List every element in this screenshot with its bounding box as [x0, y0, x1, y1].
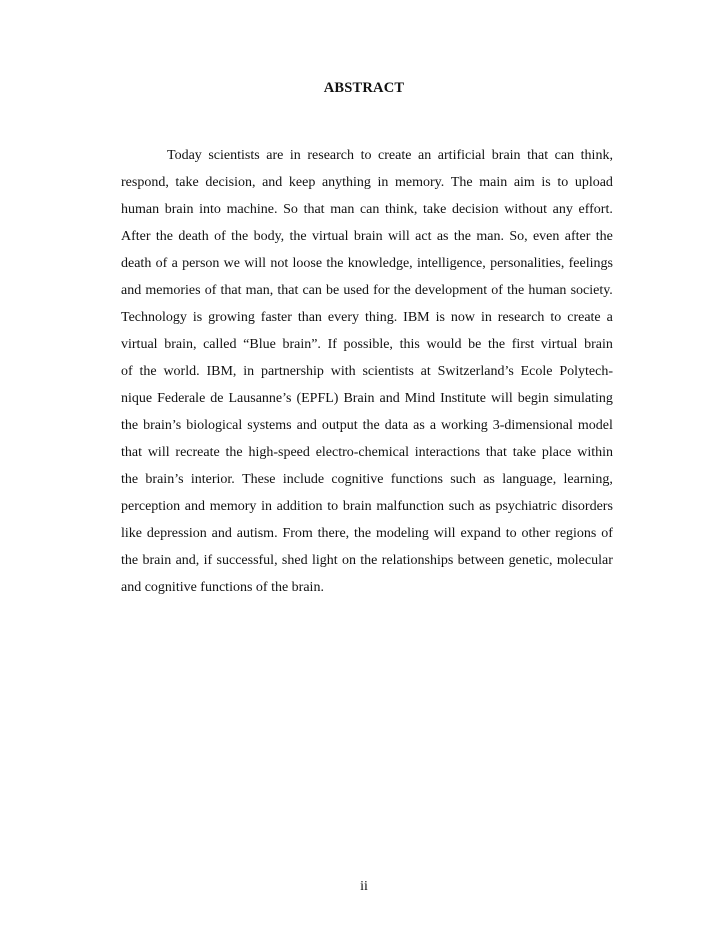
word: in	[377, 175, 389, 190]
word: first	[511, 337, 535, 352]
word: brain	[142, 553, 172, 568]
word: Lausanne’s	[228, 391, 292, 406]
word: will	[433, 526, 456, 541]
word: on	[341, 553, 356, 568]
word: body,	[253, 229, 285, 244]
word: not	[270, 256, 289, 271]
word: brain’s	[143, 418, 182, 433]
word: the	[453, 229, 471, 244]
word: as	[413, 418, 425, 433]
word: and	[296, 418, 317, 433]
word: other	[521, 526, 551, 541]
text-line	[121, 254, 613, 281]
word: of	[601, 526, 613, 541]
text-line	[121, 362, 613, 389]
word: society.	[570, 283, 613, 298]
word: that	[485, 445, 507, 460]
word: virtual	[121, 337, 158, 352]
word: every	[327, 310, 359, 325]
word: main	[479, 175, 508, 190]
word: a	[606, 310, 613, 325]
word: now	[450, 310, 475, 325]
word: to	[327, 499, 339, 514]
word: human	[121, 202, 160, 217]
word: possible,	[343, 337, 393, 352]
word: is	[192, 310, 203, 325]
word: any	[552, 202, 573, 217]
word: light	[311, 553, 338, 568]
word: thing.	[364, 310, 398, 325]
text-line	[121, 227, 613, 254]
word: a	[429, 418, 437, 433]
word: learning,	[563, 472, 613, 487]
word: for	[373, 283, 390, 298]
word: of	[155, 256, 168, 271]
word: in	[480, 310, 492, 325]
word: after	[564, 229, 591, 244]
word: loose	[292, 256, 323, 271]
word: anything	[321, 175, 371, 190]
word: the	[595, 229, 613, 244]
word: to	[505, 526, 517, 541]
word: the	[231, 229, 249, 244]
word: to	[360, 148, 372, 163]
word: Technology	[121, 310, 187, 325]
word: recreate	[175, 445, 220, 460]
word: If	[327, 337, 337, 352]
word: partnership	[260, 364, 324, 379]
text-line	[121, 200, 613, 227]
word: person	[182, 256, 220, 271]
word: death	[121, 256, 152, 271]
word: the	[393, 283, 411, 298]
word: machine.	[226, 202, 278, 217]
word: and	[121, 283, 142, 298]
word: act	[415, 229, 432, 244]
word: (EPFL)	[296, 391, 339, 406]
word: include	[282, 472, 325, 487]
word: growing	[208, 310, 255, 325]
word: can	[554, 148, 575, 163]
abstract-title: ABSTRACT	[323, 80, 405, 96]
word: virtual	[540, 337, 578, 352]
word: at	[420, 364, 431, 379]
word: world.	[163, 364, 200, 379]
word: upload	[574, 175, 613, 190]
word: human	[528, 283, 567, 298]
word: relationships	[381, 553, 454, 568]
word: and	[184, 499, 206, 514]
word: the	[155, 229, 174, 244]
text-line	[121, 146, 613, 173]
word: memory	[209, 499, 257, 514]
word: as	[479, 499, 491, 514]
word: the	[289, 229, 307, 244]
word: to	[550, 310, 562, 325]
word: is	[435, 310, 445, 325]
word: without	[504, 202, 548, 217]
word: that	[220, 283, 242, 298]
text-line	[121, 443, 613, 470]
text-line	[121, 497, 613, 524]
word: into	[199, 202, 221, 217]
word: an	[418, 148, 432, 163]
word: psychiatric	[495, 499, 557, 514]
word: man	[330, 202, 355, 217]
word: faster	[260, 310, 292, 325]
word: systems	[247, 418, 292, 433]
word: Institute	[440, 391, 486, 406]
word: brain	[353, 229, 383, 244]
word: Today	[167, 148, 202, 163]
word: place	[541, 445, 572, 460]
word: be	[468, 337, 482, 352]
word: successful,	[216, 553, 278, 568]
word: in	[289, 148, 301, 163]
word: think,	[580, 148, 613, 163]
word: of	[214, 229, 226, 244]
word: such	[450, 472, 476, 487]
word: take	[422, 202, 447, 217]
word: model	[577, 418, 613, 433]
abstract-body	[121, 146, 613, 605]
word: 3-dimensional	[492, 418, 573, 433]
word: electro-chemical	[315, 445, 409, 460]
word: artificial	[437, 148, 486, 163]
word: data	[384, 418, 409, 433]
word: that	[121, 445, 142, 460]
word: shed	[281, 553, 308, 568]
word: that	[303, 202, 325, 217]
word: the	[354, 526, 372, 541]
text-line	[121, 173, 613, 200]
word: the	[326, 256, 344, 271]
word: used	[343, 283, 370, 298]
word: within	[577, 445, 613, 460]
text-line	[121, 389, 613, 416]
word: perception	[121, 499, 181, 514]
word: begin	[517, 391, 549, 406]
word: molecular	[556, 553, 613, 568]
word: malfunction	[376, 499, 444, 514]
word: simulating	[553, 391, 613, 406]
word: language,	[502, 472, 557, 487]
word: biological	[186, 418, 243, 433]
word: can	[359, 202, 380, 217]
word: even	[532, 229, 560, 244]
word: brain	[584, 337, 613, 352]
text-line	[121, 281, 613, 308]
word: and	[379, 391, 400, 406]
word: virtual	[311, 229, 349, 244]
word: interactions	[414, 445, 481, 460]
word: man,	[245, 283, 274, 298]
word: de	[210, 391, 224, 406]
word: high-speed	[248, 445, 310, 460]
word: expand	[460, 526, 501, 541]
word: be	[326, 283, 340, 298]
word: Switzerland’s	[437, 364, 514, 379]
word: Brain	[343, 391, 375, 406]
word: effort.	[578, 202, 613, 217]
word: the	[121, 553, 139, 568]
word: output	[321, 418, 358, 433]
word: functions	[390, 472, 443, 487]
word: between	[457, 553, 505, 568]
word: So	[283, 202, 298, 217]
word: this	[399, 337, 420, 352]
word: create	[567, 310, 601, 325]
word: personalities,	[490, 256, 565, 271]
word: in	[261, 499, 272, 514]
word: autism.	[236, 526, 278, 541]
word: development	[414, 283, 488, 298]
word: Federale	[157, 391, 206, 406]
word: and	[262, 175, 283, 190]
word: IBM	[403, 310, 430, 325]
word: a	[171, 256, 178, 271]
word: knowledge,	[347, 256, 413, 271]
word: that	[527, 148, 549, 163]
text-line	[121, 416, 613, 443]
word: decision,	[205, 175, 256, 190]
word: the	[139, 364, 157, 379]
text-line	[121, 551, 613, 578]
word: memories	[145, 283, 201, 298]
word: will	[244, 256, 267, 271]
word: nique	[121, 391, 153, 406]
word: brain,	[164, 337, 197, 352]
word: the	[121, 472, 139, 487]
word: the	[362, 418, 380, 433]
word: the	[487, 337, 506, 352]
word: So,	[509, 229, 528, 244]
word: there,	[317, 526, 350, 541]
word: feelings	[568, 256, 613, 271]
word: working	[441, 418, 488, 433]
word: like	[121, 526, 142, 541]
word: interior.	[190, 472, 235, 487]
word: the	[507, 283, 525, 298]
word: such	[448, 499, 475, 514]
word: keep	[288, 175, 316, 190]
word: aim	[513, 175, 535, 190]
word: create	[378, 148, 412, 163]
text-line	[121, 335, 613, 362]
word: called	[203, 337, 237, 352]
word: of	[121, 364, 133, 379]
word: regions	[555, 526, 597, 541]
word: brain”.	[282, 337, 321, 352]
word: can	[302, 283, 322, 298]
word: think,	[385, 202, 418, 217]
word: if	[203, 553, 213, 568]
word: memory.	[395, 175, 445, 190]
page-number: ii	[360, 879, 368, 894]
word: will	[490, 391, 513, 406]
word: to	[557, 175, 569, 190]
word: than	[297, 310, 322, 325]
word: genetic,	[508, 553, 553, 568]
word: From	[282, 526, 313, 541]
word: brain	[164, 202, 194, 217]
word: is	[541, 175, 551, 190]
word: the	[360, 553, 378, 568]
word: of	[204, 283, 217, 298]
word: These	[242, 472, 276, 487]
word: we	[223, 256, 240, 271]
word: Polytech-	[559, 364, 613, 379]
word: scientists	[362, 364, 414, 379]
word: brain’s	[145, 472, 184, 487]
word: in	[243, 364, 255, 379]
word: will	[388, 229, 410, 244]
word: brain	[491, 148, 521, 163]
word: addition	[276, 499, 323, 514]
word: After	[121, 229, 151, 244]
word: that	[277, 283, 299, 298]
text-line: and cognitive functions of the brain.	[121, 580, 324, 595]
word: modeling	[376, 526, 429, 541]
word: research	[307, 148, 355, 163]
word: Ecole	[520, 364, 553, 379]
word: respond,	[121, 175, 169, 190]
word: scientists	[208, 148, 260, 163]
word: will	[147, 445, 170, 460]
word: “Blue	[243, 337, 276, 352]
word: and,	[175, 553, 200, 568]
word: would	[426, 337, 462, 352]
text-line	[121, 308, 613, 335]
word: as	[436, 229, 449, 244]
word: intelligence,	[416, 256, 486, 271]
word: death	[178, 229, 209, 244]
word: The	[450, 175, 473, 190]
word: the	[121, 418, 139, 433]
word: cognitive	[331, 472, 384, 487]
word: Mind	[404, 391, 436, 406]
word: with	[330, 364, 356, 379]
word: decision	[451, 202, 499, 217]
word: take	[512, 445, 537, 460]
word: depression	[146, 526, 207, 541]
word: disorders	[561, 499, 613, 514]
word: IBM,	[206, 364, 237, 379]
word: the	[225, 445, 243, 460]
word: take	[175, 175, 199, 190]
word: brain	[342, 499, 372, 514]
word: as	[483, 472, 495, 487]
word: man.	[476, 229, 504, 244]
text-line	[121, 470, 613, 497]
word: of	[491, 283, 503, 298]
word: research	[497, 310, 545, 325]
word: are	[266, 148, 284, 163]
text-line	[121, 524, 613, 551]
word: and	[211, 526, 232, 541]
